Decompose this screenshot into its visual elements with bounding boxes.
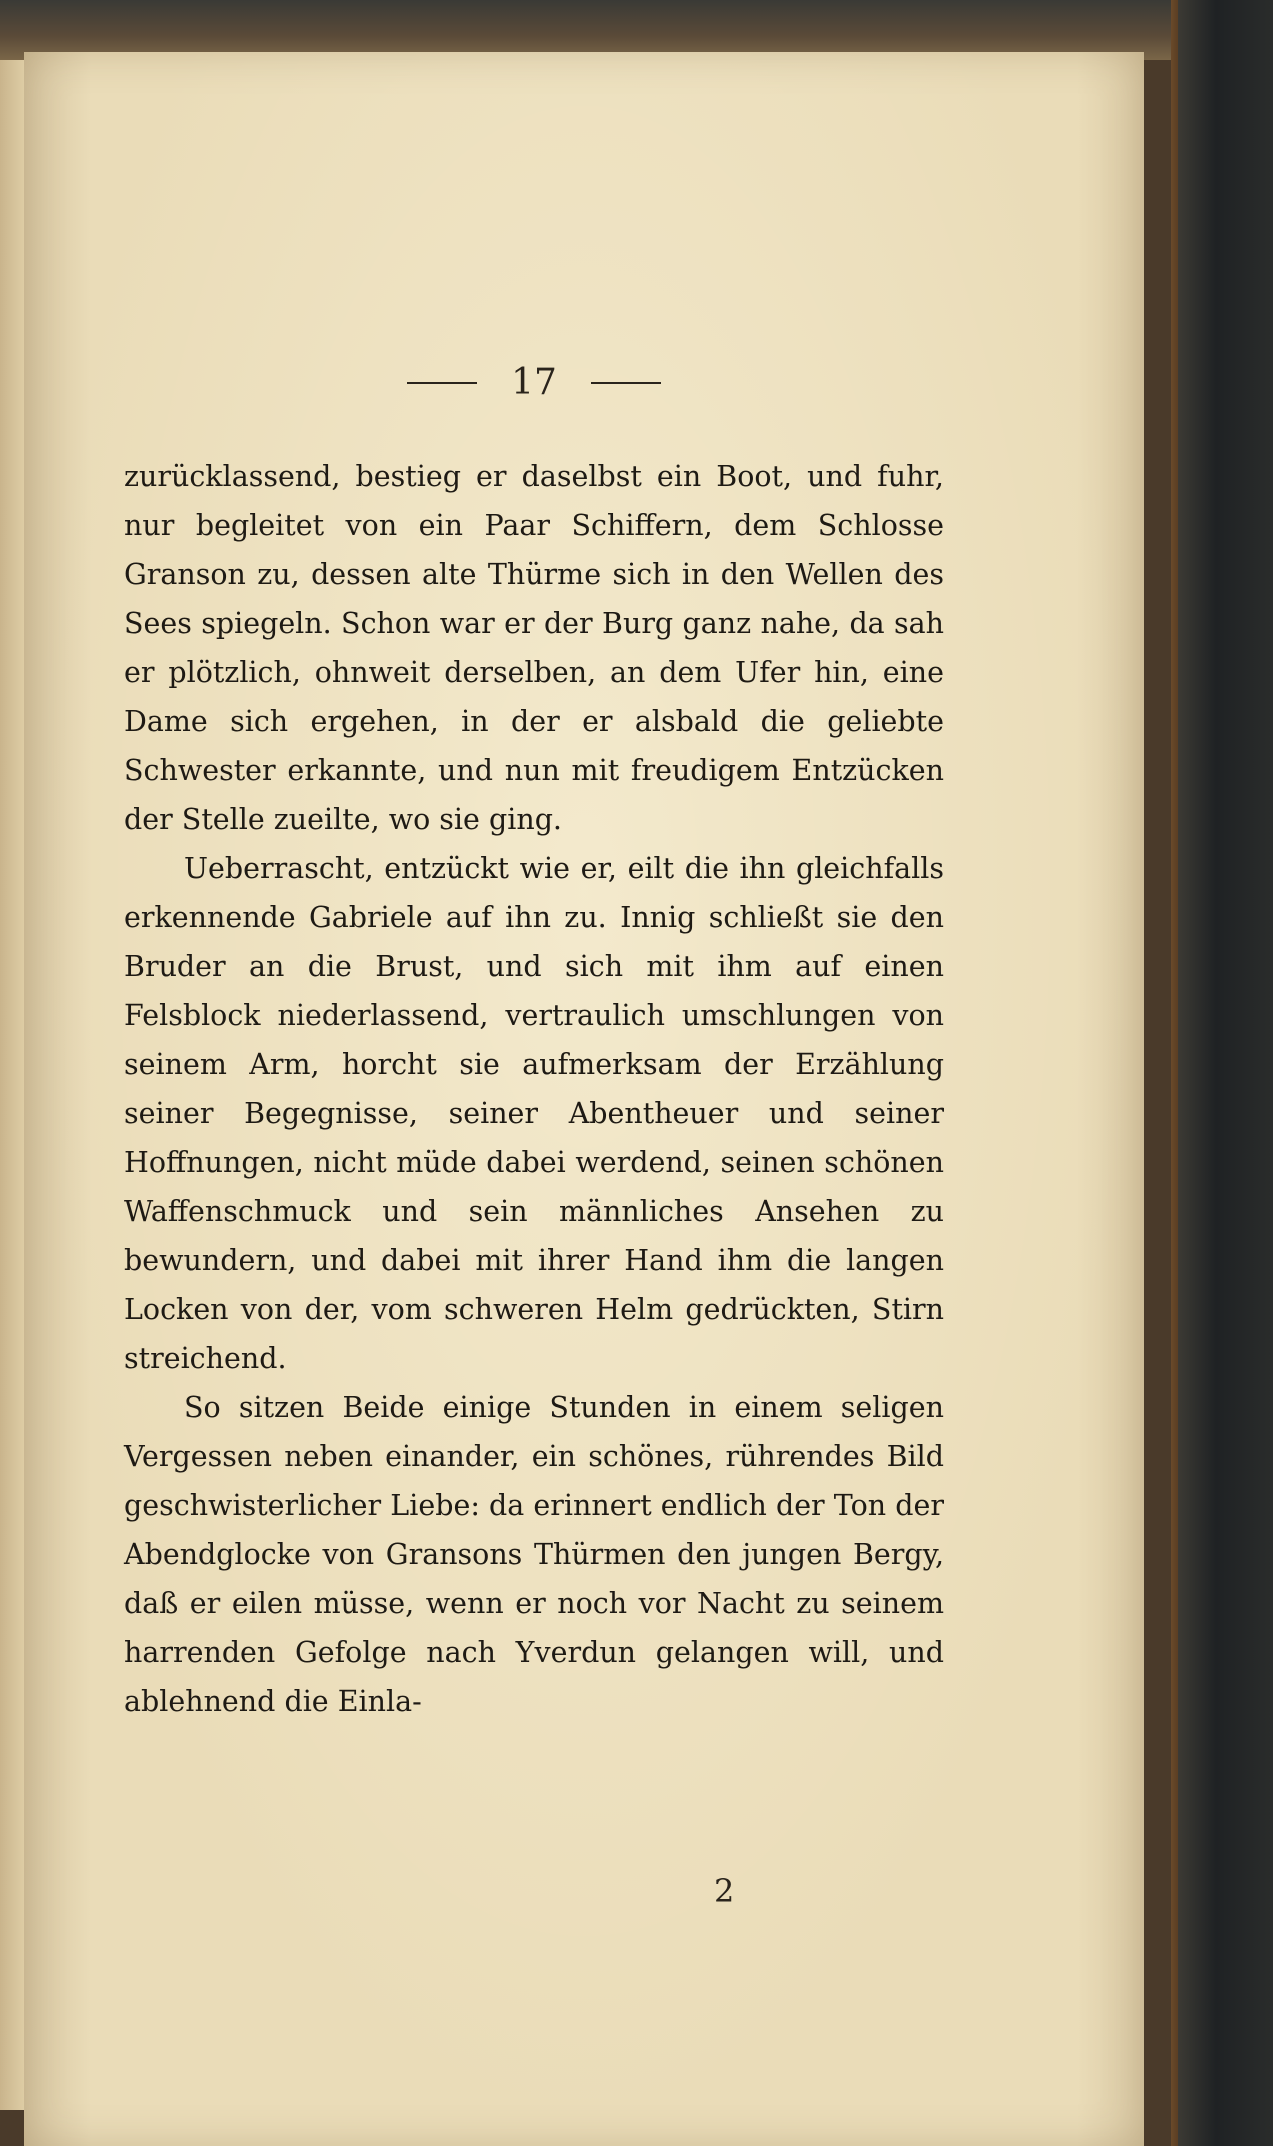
header-rule-left: [407, 382, 477, 384]
paragraph-1: zurücklassend, bestieg er daselbst ein Boot, und fuhr, nur begleitet von ein Paar Schiffern, dem Schlosse Granson zu, dessen alte Thürme sich in den Wellen des Sees spiegeln. Schon war er der Burg ganz nahe, da sah er plötzlich, ohnweit derselben, an dem Ufer hin, eine Dame sich ergehen, in der er alsbald die geliebte Schwester erkannte, und nun mit freudigem Entzücken der Stelle zueilte, wo sie ging.: [124, 460, 944, 836]
body-text: [124, 452, 944, 1726]
book-cover-board: [1178, 0, 1273, 2146]
paragraph-3: So sitzen Beide einige Stunden in einem seligen Vergessen neben einander, ein schönes, rührendes Bild geschwisterlicher Liebe: da erinnert endlich der Ton der Abendglocke von Gransons Thürmen den jungen Bergy, daß er eilen müsse, wenn er noch vor Nacht zu seinem harrenden Gefolge nach Yverdun gelangen will, und ablehnend die Einla-: [124, 1391, 944, 1718]
signature-mark: 2: [714, 1872, 735, 1910]
page-header: [354, 362, 714, 403]
book-top-edge: [0, 0, 1180, 60]
header-rule-right: [591, 382, 661, 384]
page-number: 17: [511, 362, 557, 403]
book-page: [24, 52, 1144, 2146]
paragraph-2: Ueberrascht, entzückt wie er, eilt die ihn gleichfalls erkennende Gabriele auf ihn zu. Innig schließt sie den Bruder an die Brust, und sich mit ihm auf einen Felsblock niederlassend, vertraulich umschlungen von seinem Arm, horcht sie aufmerksam der Erzählung seiner Begegnisse, seiner Abentheuer und seiner Hoffnungen, nicht müde dabei werdend, seinen schönen Waffenschmuck und sein männliches Ansehen zu bewundern, und dabei mit ihrer Hand ihm die langen Locken von der, vom schweren Helm gedrückten, Stirn streichend.: [124, 852, 944, 1375]
